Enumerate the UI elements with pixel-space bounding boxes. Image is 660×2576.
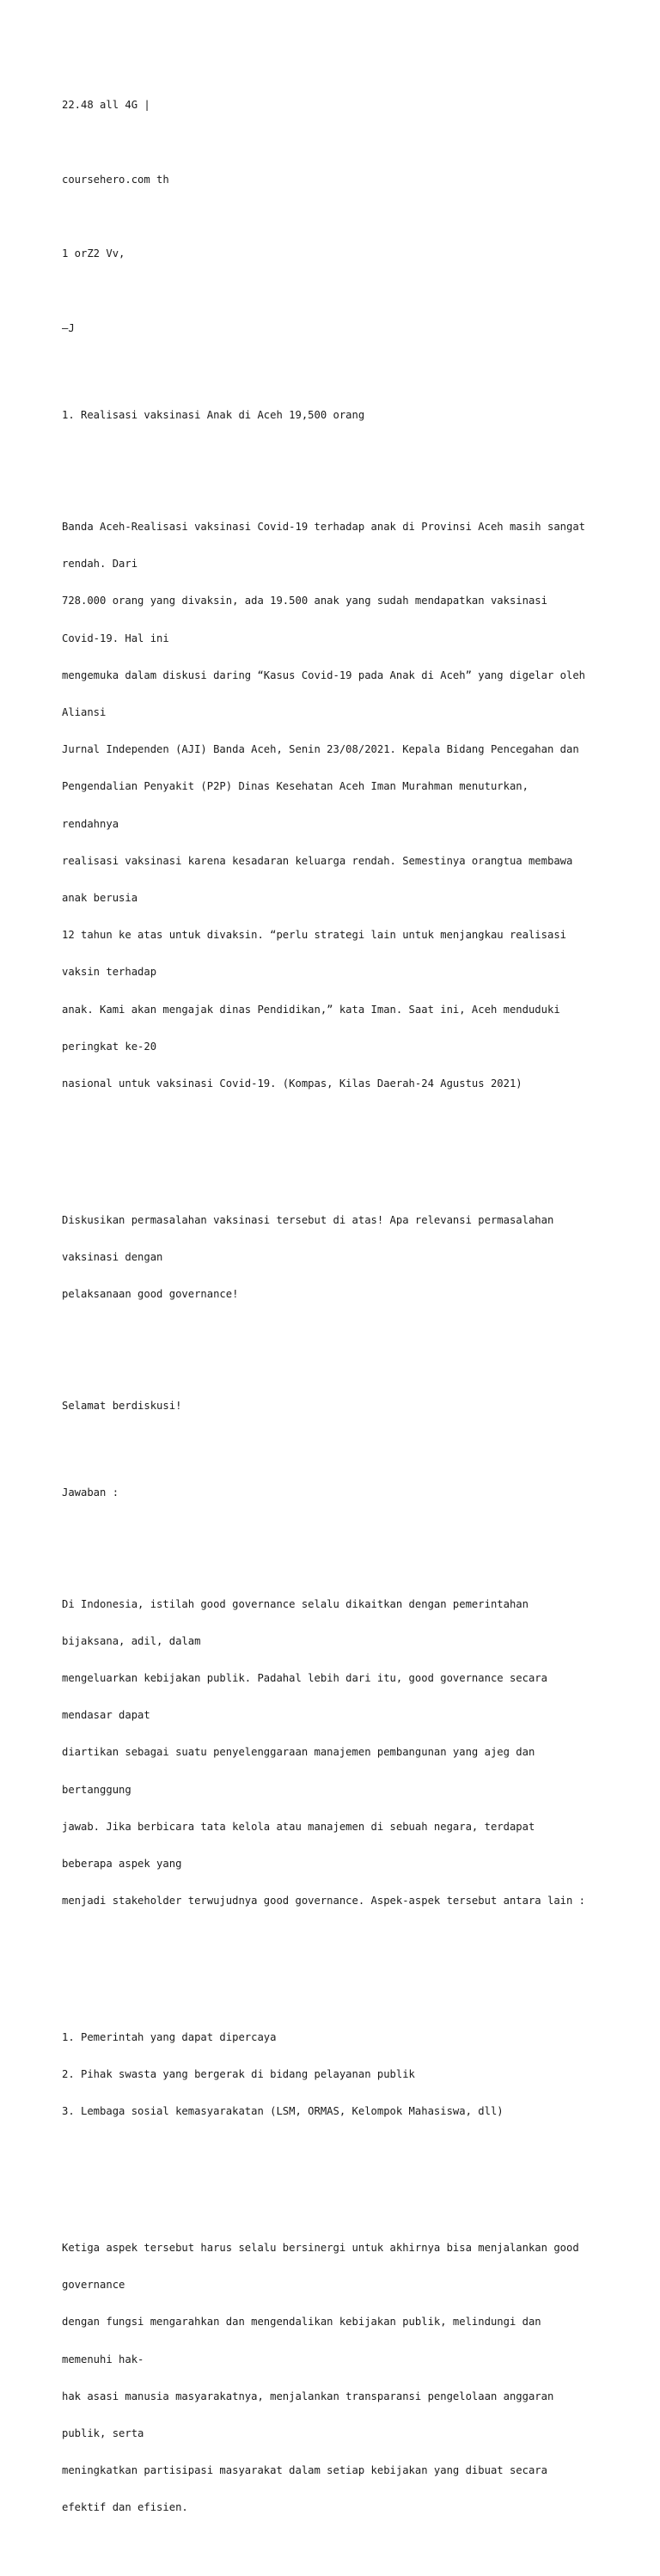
conclusion-line: dengan fungsi mengarahkan dan mengendalikan kebijakan publik, melindungi dan <box>62 2316 541 2329</box>
intro-line: bijaksana, adil, dalam <box>62 1634 201 1647</box>
closing-line: Selamat berdiskusi! <box>62 1399 182 1412</box>
answer-intro <box>62 1573 612 1932</box>
paragraph-line: realisasi vaksinasi karena kesadaran keluarga rendah. Semestinya orangtua membawa <box>62 854 573 867</box>
list-item: 1. Pemerintah yang dapat dipercaya <box>62 2030 277 2043</box>
paragraph-line: vaksin terhadap <box>62 966 157 979</box>
conclusion-line: publik, serta <box>62 2426 144 2439</box>
question-paragraph <box>62 496 612 1114</box>
conclusion-line: memenuhi hak- <box>62 2353 144 2365</box>
prompt-line: Diskusikan permasalahan vaksinasi tersebut di atas! Apa relevansi permasalahan <box>62 1213 554 1226</box>
intro-line: mendasar dapat <box>62 1709 150 1722</box>
aspects-list <box>62 2006 612 2142</box>
intro-line: beberapa aspek yang <box>62 1858 182 1871</box>
paragraph-line: peringkat ke-20 <box>62 1040 157 1053</box>
intro-line: diartikan sebagai suatu penyelenggaraan manajemen pembangunan yang ajeg dan <box>62 1746 535 1759</box>
paragraph-line: mengemuka dalam diskusi daring “Kasus Covid-19 pada Anak di Aceh” yang digelar oleh <box>62 668 586 681</box>
paragraph-line: Banda Aceh-Realisasi vaksinasi Covid-19 terhadap anak di Provinsi Aceh masih sangat <box>62 520 586 533</box>
prompt-line: pelaksanaan good governance! <box>62 1287 239 1300</box>
prompt-line: vaksinasi dengan <box>62 1250 163 1263</box>
intro-line: jawab. Jika berbicara tata kelola atau manajemen di sebuah negara, terdapat <box>62 1820 535 1833</box>
status-line: 22.48 all 4G | <box>62 99 150 112</box>
question-title: 1. Realisasi vaksinasi Anak di Aceh 19,500 orang <box>62 409 365 422</box>
paragraph-line: anak. Kami akan mengajak dinas Pendidikan,” kata Iman. Saat ini, Aceh menduduki <box>62 1003 560 1016</box>
intro-line: mengeluarkan kebijakan publik. Padahal lebih dari itu, good governance secara <box>62 1672 547 1685</box>
intro-line: menjadi stakeholder terwujudnya good governance. Aspek-aspek tersebut antara lain : <box>62 1895 586 1908</box>
answer-conclusion <box>62 2217 612 2538</box>
paragraph-line: 728.000 orang yang divaksin, ada 19.500 anak yang sudah mendapatkan vaksinasi <box>62 595 547 607</box>
list-item: 2. Pihak swasta yang bergerak di bidang pelayanan publik <box>62 2068 415 2081</box>
conclusion-line: Ketiga aspek tersebut harus selalu bersinergi untuk akhirnya bisa menjalankan good <box>62 2241 579 2254</box>
document-body <box>62 62 612 2576</box>
question-prompt <box>62 1189 612 1325</box>
conclusion-line: efektif dan efisien. <box>62 2501 188 2514</box>
paragraph-line: rendahnya <box>62 817 119 830</box>
intro-line: Di Indonesia, istilah good governance selalu dikaitkan dengan pemerintahan <box>62 1597 529 1610</box>
answer-label: Jawaban : <box>62 1486 119 1499</box>
paragraph-line: nasional untuk vaksinasi Covid-19. (Kompas, Kilas Daerah-24 Agustus 2021) <box>62 1077 522 1090</box>
misc-line-1: 1 orZ2 Vv, <box>62 247 125 260</box>
intro-line: bertanggung <box>62 1783 131 1796</box>
conclusion-line: governance <box>62 2279 125 2292</box>
paragraph-line: 12 tahun ke atas untuk divaksin. “perlu strategi lain untuk menjangkau realisasi <box>62 929 566 942</box>
paragraph-line: anak berusia <box>62 891 138 904</box>
site-line: coursehero.com th <box>62 173 169 186</box>
conclusion-line: hak asasi manusia masyarakatnya, menjalankan transparansi pengelolaan anggaran <box>62 2390 554 2402</box>
conclusion-line: meningkatkan partisipasi masyarakat dalam setiap kebijakan yang dibuat secara <box>62 2464 547 2477</box>
paragraph-line: Covid-19. Hal ini <box>62 632 169 644</box>
paragraph-line: Aliansi <box>62 705 107 718</box>
misc-line-2: —J <box>62 322 75 335</box>
paragraph-line: Pengendalian Penyakit (P2P) Dinas Kesehatan Aceh Iman Murahman menuturkan, <box>62 780 529 793</box>
paragraph-line: rendah. Dari <box>62 558 138 571</box>
list-item: 3. Lembaga sosial kemasyarakatan (LSM, ORMAS, Kelompok Mahasiswa, dll) <box>62 2105 504 2118</box>
paragraph-line: Jurnal Independen (AJI) Banda Aceh, Senin 23/08/2021. Kepala Bidang Pencegahan dan <box>62 743 579 756</box>
